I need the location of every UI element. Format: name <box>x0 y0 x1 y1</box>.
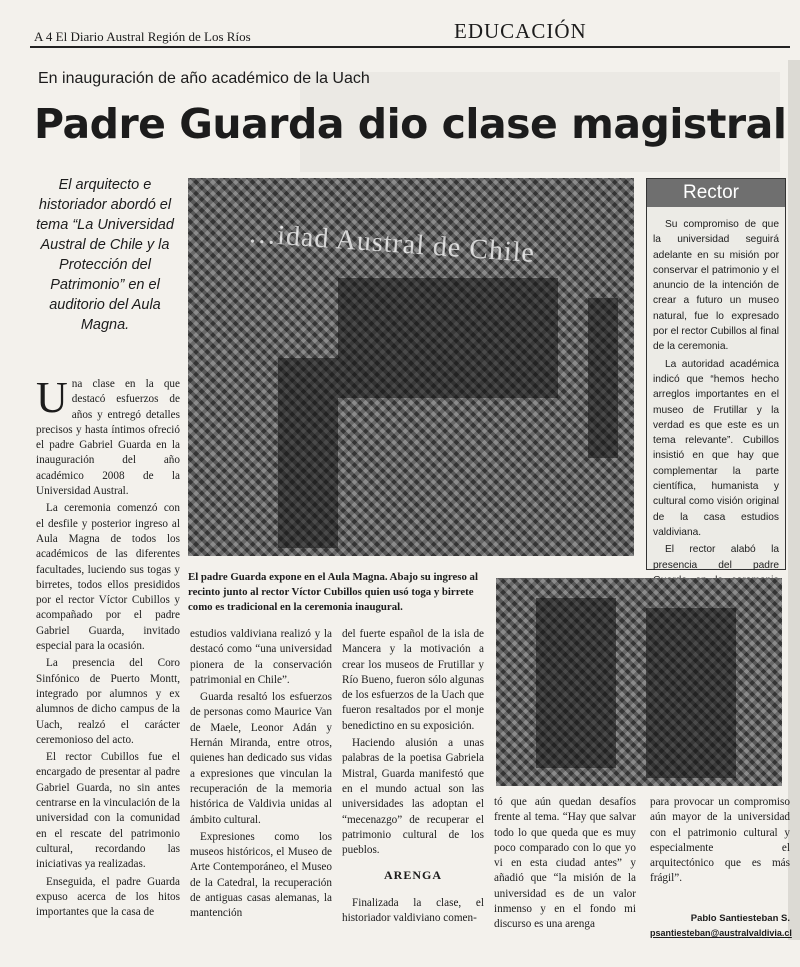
photo-speaker <box>278 358 338 548</box>
sidebar-paragraph: El rector alabó la presencia del padre <box>653 544 779 571</box>
sidebar-title: Rector <box>647 179 785 207</box>
paragraph: La presencia del Coro Sinfónico de Puerto Montt, integrado por alumnos y ex alumnos de dicho campus de la Uach, realzó el carácter ceremonioso del acto. <box>36 657 180 746</box>
byline <box>650 912 790 940</box>
text-column-3 <box>342 627 484 947</box>
article-headline: Padre Guarda dio clase magistral <box>34 100 787 148</box>
paragraph: Enseguida, el padre Guarda expuso acerca de los hitos importantes que la casa de <box>36 875 180 919</box>
sidebar-paragraph: Su compromiso de que la universidad seguirá adelante en su misión por conservar el patrimonio y el anuncio de la intención de crear a futuro un museo natural, fue lo expresado por el rector Cubillos al final de la ceremonia. <box>653 219 779 353</box>
paragraph: El rector Cubillos fue el encargado de presentar al padre Gabriel Guarda, no sin antes centrarse en la vinculación de la universidad con la comunidad en el rescate del patrimonio cultural, recordando las iniciativas ya realizadas. <box>36 751 180 871</box>
drop-cap: U <box>36 377 68 422</box>
subheading: ARENGA <box>383 868 442 883</box>
byline-name: Pablo Santiesteban S. <box>690 913 790 924</box>
photo-caption: El padre Guarda expone en el Aula Magna. Abajo su ingreso al recinto junto al rector Víctor Cubillos quien usó toga y birrete como es tradicional en la ceremonia inaugural. <box>188 571 478 613</box>
paragraph: Guarda resaltó los esfuerzos de personas como Maurice Van de Maele, Leonor Adán y Hernán Miranda, entre otros, quienes han dedicado sus vidas a expresiones que vinculan la recuperación de la memoria histórica de Valdivia unidas al ámbito cultural. <box>190 691 332 826</box>
article-lead: El arquitecto e historiador abordó el tema “La Universidad Austral de Chile y la Protección del Patrimonio” en el auditorio del Aula Magna. <box>36 177 174 333</box>
paragraph: Haciendo alusión a unas palabras de la poetisa Gabriela Mistral, Guarda manifestó que en el mundo actual son las universidades las adoptan el “mecenazgo” de recuperar el patrimonio cultural de los pueblos. <box>342 737 484 857</box>
article-kicker: En inauguración de año académico de la Uach <box>38 70 370 87</box>
paragraph-text: na clase en la que destacó esfuerzos de años y entregó detalles precisos y hasta íntimos ofreció el padre Gabriel Guarda en la inauguración del año académico 2008 de la Universidad Austral. <box>36 378 180 498</box>
paragraph: tó que aún quedan desafíos frente al tema. “Hay que salvar todo lo que queda que es muy poco comparado con lo que yo vi en esta ciudad antes” y añadió que “la misión de la universidad es de un valor inmenso y en el fondo mi discurso es una arenga <box>494 796 636 931</box>
byline-email[interactable]: psantiesteban@australvaldivia.cl <box>650 928 792 938</box>
paragraph: Expresiones como los museos históricos, el Museo de Arte Contemporáneo, el Museo de la Catedral, la recuperación de antiguas casas alemanas, la mantención <box>190 830 332 920</box>
page-info: A 4 El Diario Austral Región de Los Ríos <box>34 29 251 44</box>
photo-person-right <box>646 608 736 778</box>
sidebar-box <box>646 178 786 570</box>
paragraph: para provocar un compromiso aún mayor de la universidad con el patrimonio cultural y especialmente el arquitectónico que es más frágil”. <box>650 796 790 885</box>
paragraph: del fuerte español de la isla de Mancera y la motivación a crear los museos de Frutillar y Río Bueno, fueron sólo algunas de los esfuerzos de la Uach que fueron resaltados por el monje benedictino en su exposición. <box>342 628 484 732</box>
text-column-2 <box>190 627 332 947</box>
text-column-5 <box>650 795 790 905</box>
photo-podium <box>588 298 618 458</box>
running-header <box>30 19 790 48</box>
sidebar-paragraph: La autoridad académica indicó que “hemos hecho arreglos importantes en el museo de Frutillar y la verdad es que este es un tema relevante”. Cubillos insistió en que hay que complementar la parte científica, humanista y cultural como visión original de la casa estudios valdiviana. <box>653 358 779 538</box>
text-column-4 <box>494 795 636 947</box>
photo-person-left <box>536 598 616 768</box>
paragraph <box>36 377 180 499</box>
text-column-1 <box>36 377 180 947</box>
photo-banner-text: …idad Austral de Chile <box>247 218 536 269</box>
main-photo <box>188 178 634 556</box>
secondary-photo <box>496 578 782 786</box>
paragraph: Finalizada la clase, el historiador valdiviano comen- <box>342 896 484 925</box>
section-title: EDUCACIÓN <box>454 19 587 43</box>
paragraph: La ceremonia comenzó con el desfile y posterior ingreso al Aula Magna de todos los académicos de las diferentes facultades, luciendo sus togas y birretes, todos ellos presididos por el rector Víctor Cubillos y acompañado por el padre Gabriel Guarda, invitado especial para la ocasión. <box>36 502 180 653</box>
paragraph: estudios valdiviana realizó y la destacó como “una universidad pionera de la conservación patrimonial en Chile”. <box>190 628 332 686</box>
sidebar-text <box>647 207 785 603</box>
photo-audience <box>338 278 558 398</box>
